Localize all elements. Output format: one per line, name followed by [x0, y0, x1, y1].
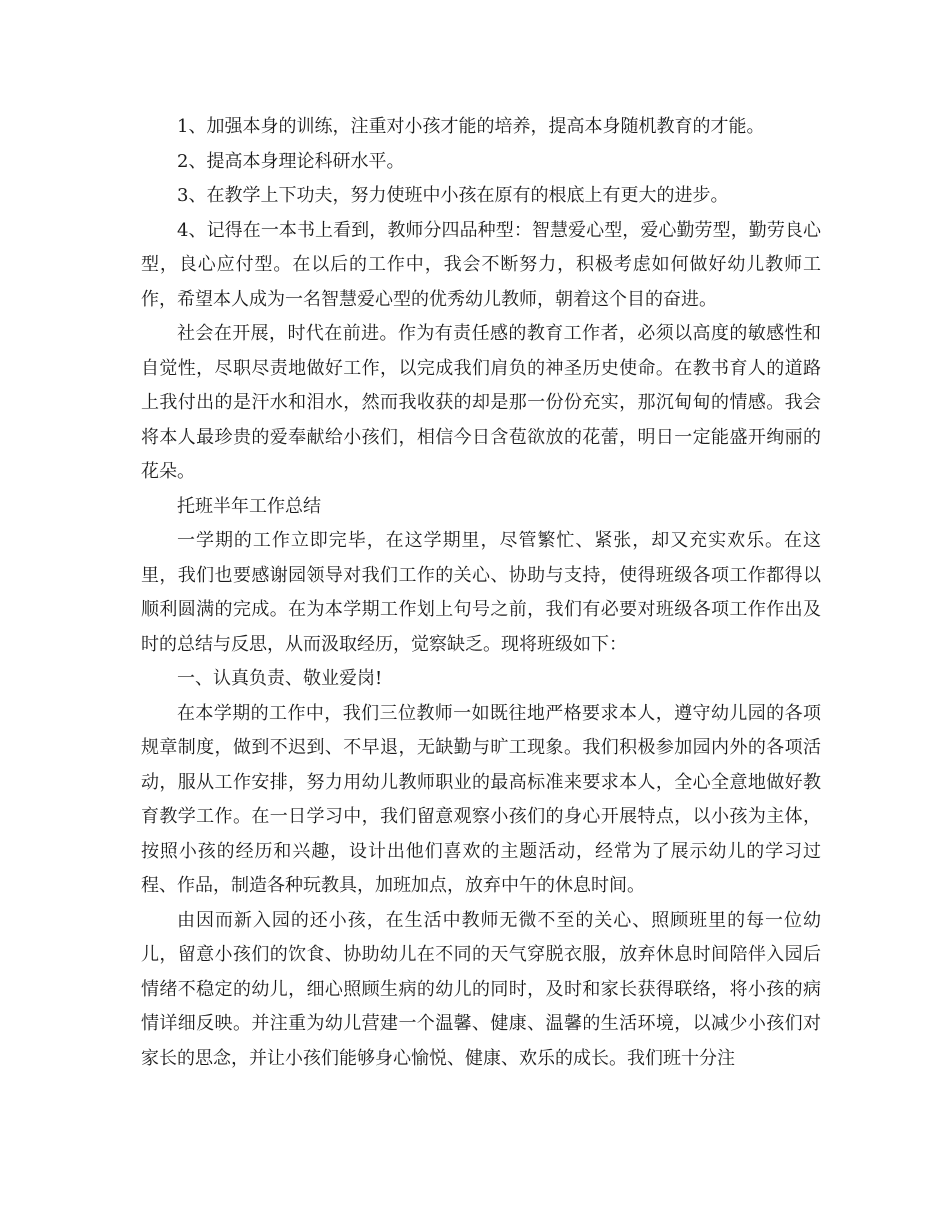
paragraph-semester: 一学期的工作立即完毕，在这学期里，尽管繁忙、紧张，却又充实欢乐。在这里，我们也要感谢园领导对我们工作的关心、协助与支持，使得班级各项工作都得以顺利圆满的完成。在为本学期工作划上句号之前，我们有必要对班级各项工作作出及时的总结与反思，从而汲取经历，觉察缺乏。现将班级如下： — [141, 530, 821, 655]
paragraph-teaching: 3、在教学上下功夫，努力使班中小孩在原有的根底上有更大的进步。 — [177, 185, 729, 206]
section-title: 托班半年工作总结 — [177, 495, 321, 517]
paragraph-training: 1、加强本身的训练，注重对小孩才能的培养，提高本身随机教育的才能。 — [177, 116, 765, 137]
document-body — [141, 110, 821, 1076]
paragraph-work-attitude: 在本学期的工作中，我们三位教师一如既往地严格要求本人，遵守幼儿园的各项规章制度，做到不迟到、不早退，无缺勤与旷工现象。我们积极参加园内外的各项活动，服从工作安排，努力用幼儿教师职业的最高标准来要求本人，全心全意地做好教育教学工作。在一日学习中，我们留意观察小孩们的身心开展特点，以小孩为主体，按照小孩的经历和兴趣，设计出他们喜欢的主题活动，经常为了展示幼儿的学习过程、作品，制造各种玩教具，加班加点，放弃中午的休息时间。 — [141, 702, 821, 896]
paragraph-research: 2、提高本身理论科研水平。 — [177, 150, 405, 172]
paragraph-teacher-types: 4、记得在一本书上看到，教师分四品种型：智慧爱心型，爱心勤劳型，勤劳良心型，良心应付型。在以后的工作中，我会不断努力，积极考虑如何做好幼儿教师工作，希望本人成为一名智慧爱心型的优秀幼儿教师，朝着这个目的奋进。 — [141, 219, 821, 310]
paragraph-care: 由因而新入园的还小孩，在生活中教师无微不至的关心、照顾班里的每一位幼儿，留意小孩们的饮食、协助幼儿在不同的天气穿脱衣服，放弃休息时间陪伴入园后情绪不稳定的幼儿，细心照顾生病的幼儿的同时，及时和家长获得联络，将小孩的病情详细反映。并注重为幼儿营建一个温馨、健康、温馨的生活环境，以减少小孩们对家长的思念，并让小孩们能够身心愉悦、健康、欢乐的成长。我们班十分注 — [141, 909, 821, 1069]
paragraph-society: 社会在开展，时代在前进。作为有责任感的教育工作者，必须以高度的敏感性和自觉性，尽职尽责地做好工作，以完成我们肩负的神圣历史使命。在教书育人的道路上我付出的是汗水和泪水，然而我收获的却是那一份份充实，那沉甸甸的情感。我会将本人最珍贵的爱奉献给小孩们，相信今日含苞欲放的花蕾，明日一定能盛开绚丽的花朵。 — [141, 323, 821, 482]
section-heading-responsibility: 一、认真负责、敬业爱岗! — [177, 668, 383, 689]
